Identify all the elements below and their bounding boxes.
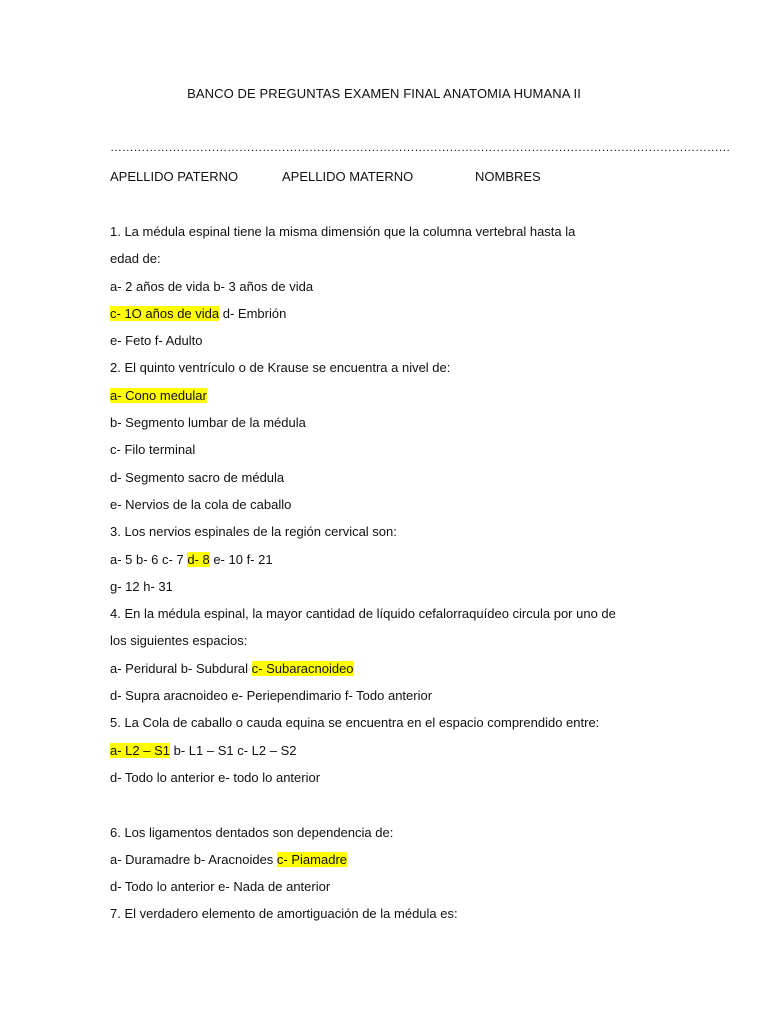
text-line <box>110 222 650 249</box>
line-text: 1. La médula espinal tiene la misma dimensión que la columna vertebral hasta la <box>110 224 576 239</box>
text-line <box>110 358 650 385</box>
text-line <box>110 277 650 304</box>
text-line <box>110 577 650 604</box>
line-text: b- Segmento lumbar de la médula <box>110 415 306 431</box>
line-text: e- Feto f- Adulto <box>110 333 203 349</box>
line-text: d- Todo lo anterior e- Nada de anterior <box>110 879 331 895</box>
text-line <box>110 304 650 331</box>
text-line <box>110 440 650 467</box>
line-text: d- Supra aracnoideo e- Periependimario f- Todo anterior <box>110 688 433 704</box>
text-line <box>110 249 650 276</box>
line-text: e- 10 f- 21 <box>209 551 273 567</box>
line-text: a- 2 años de vida b- 3 años de vida <box>110 278 314 294</box>
line-text: 6. Los ligamentos dentados son dependencia de: <box>110 824 394 840</box>
name-blank-line: …………………………………………………………………………………………………………………………………………… <box>110 140 731 154</box>
line-text: 3. Los nervios espinales de la región cervical son: <box>110 524 397 540</box>
line-text: d- Embrión <box>219 305 287 321</box>
question-list <box>110 222 650 932</box>
text-line <box>110 631 650 658</box>
highlighted-answer: c- Piamadre <box>276 851 347 867</box>
text-line <box>110 850 650 877</box>
line-text: 5. La Cola de caballo o cauda equina se encuentra en el espacio comprendido entre: <box>110 715 600 731</box>
text-line <box>110 686 650 713</box>
line-text: e- Nervios de la cola de caballo <box>110 496 292 512</box>
label-apellido-paterno: APELLIDO PATERNO <box>110 169 239 184</box>
text-line <box>110 331 650 358</box>
line-text: 7. El verdadero elemento de amortiguación de la médula es: <box>110 906 458 922</box>
line-text: c- Filo terminal <box>110 442 196 458</box>
highlighted-answer: a- Cono medular <box>110 387 207 403</box>
text-line <box>110 768 650 795</box>
line-text: a- 5 b- 6 c- 7 <box>110 551 188 567</box>
highlighted-answer: d- 8 <box>187 551 210 567</box>
text-line <box>110 413 650 440</box>
label-apellido-materno: APELLIDO MATERNO <box>282 169 414 184</box>
label-nombres: NOMBRES <box>475 169 541 184</box>
highlighted-answer: c- Subaracnoideo <box>251 660 354 676</box>
line-text: edad de: <box>110 251 161 267</box>
text-line <box>110 604 650 631</box>
highlighted-answer: c- 1O años de vida <box>110 305 220 321</box>
line-text: 2. El quinto ventrículo o de Krause se encuentra a nivel de: <box>110 360 451 376</box>
line-text: a- Duramadre b- Aracnoides <box>110 851 277 867</box>
line-text: los siguientes espacios: <box>110 633 248 649</box>
highlighted-answer: a- L2 – S1 <box>110 742 170 758</box>
text-line <box>110 468 650 495</box>
line-text: d- Todo lo anterior e- todo lo anterior <box>110 769 321 785</box>
document-title: BANCO DE PREGUNTAS EXAMEN FINAL ANATOMIA HUMANA II <box>187 86 581 101</box>
line-text: g- 12 h- 31 <box>110 578 173 594</box>
name-field-labels <box>0 169 768 187</box>
line-text: a- Peridural b- Subdural <box>110 660 252 676</box>
text-line <box>110 823 650 850</box>
text-line <box>110 904 650 931</box>
text-line <box>110 495 650 522</box>
text-line <box>110 386 650 413</box>
text-line <box>110 550 650 577</box>
line-text: d- Segmento sacro de médula <box>110 469 285 485</box>
line-text: 4. En la médula espinal, la mayor cantidad de líquido cefalorraquídeo circula por uno de <box>110 606 616 622</box>
line-text: b- L1 – S1 c- L2 – S2 <box>170 742 297 758</box>
text-line <box>110 659 650 686</box>
text-line <box>110 522 650 549</box>
text-line <box>110 741 650 768</box>
text-line <box>110 713 650 740</box>
blank-line <box>110 795 650 822</box>
text-line <box>110 877 650 904</box>
